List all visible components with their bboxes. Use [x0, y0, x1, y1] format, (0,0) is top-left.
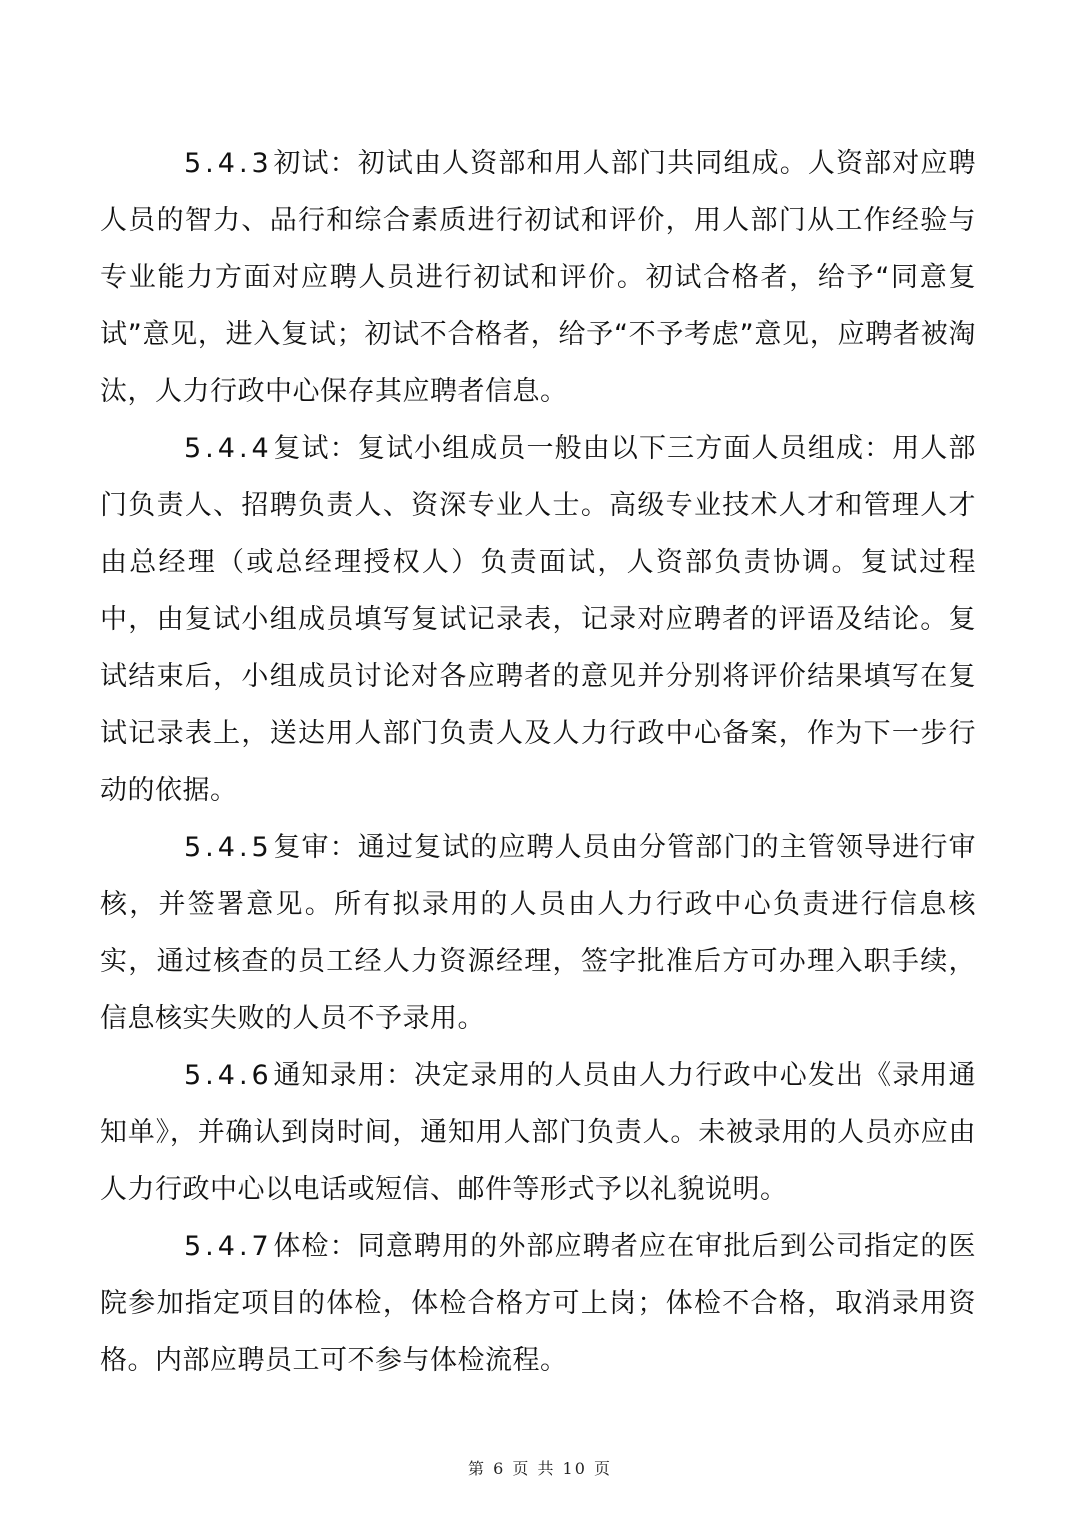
- paragraph-5-4-6: [100, 1047, 976, 1218]
- section-number: 5.4.7: [184, 1231, 273, 1262]
- paragraph-text: 通知录用：决定录用的人员由人力行政中心发出《录用通知单》，并确认到岗时间，通知用人部门负责人。未被录用的人员亦应由人力行政中心以电话或短信、邮件等形式予以礼貌说明。: [100, 1060, 976, 1205]
- paragraph-5-4-4: [100, 420, 976, 819]
- paragraph-5-4-7: [100, 1218, 976, 1389]
- paragraph-text: 体检：同意聘用的外部应聘者应在审批后到公司指定的医院参加指定项目的体检，体检合格方可上岗；体检不合格，取消录用资格。内部应聘员工可不参与体检流程。: [100, 1231, 976, 1376]
- section-number: 5.4.4: [184, 433, 273, 464]
- paragraph-5-4-5: [100, 819, 976, 1047]
- paragraph-text: 复试：复试小组成员一般由以下三方面人员组成：用人部门负责人、招聘负责人、资深专业人士。高级专业技术人才和管理人才由总经理（或总经理授权人）负责面试，人资部负责协调。复试过程中，由复试小组成员填写复试记录表，记录对应聘者的评语及结论。复试结束后，小组成员讨论对各应聘者的意见并分别将评价结果填写在复试记录表上，送达用人部门负责人及人力行政中心备案，作为下一步行动的依据。: [100, 433, 976, 806]
- section-number: 5.4.6: [184, 1060, 273, 1091]
- section-number: 5.4.3: [184, 148, 273, 179]
- page-number-footer: 第 6 页 共 10 页: [468, 1459, 612, 1478]
- paragraph-text: 复审：通过复试的应聘人员由分管部门的主管领导进行审核，并签署意见。所有拟录用的人员由人力行政中心负责进行信息核实，通过核查的员工经人力资源经理，签字批准后方可办理入职手续，信息核实失败的人员不予录用。: [100, 832, 976, 1034]
- paragraph-5-4-3: [100, 135, 976, 420]
- section-number: 5.4.5: [184, 832, 273, 863]
- paragraph-text: 初试：初试由人资部和用人部门共同组成。人资部对应聘人员的智力、品行和综合素质进行初试和评价，用人部门从工作经验与专业能力方面对应聘人员进行初试和评价。初试合格者，给予“同意复试”意见，进入复试；初试不合格者，给予“不予考虑”意见，应聘者被淘汰，人力行政中心保存其应聘者信息。: [100, 148, 976, 407]
- document-body: [100, 135, 976, 1389]
